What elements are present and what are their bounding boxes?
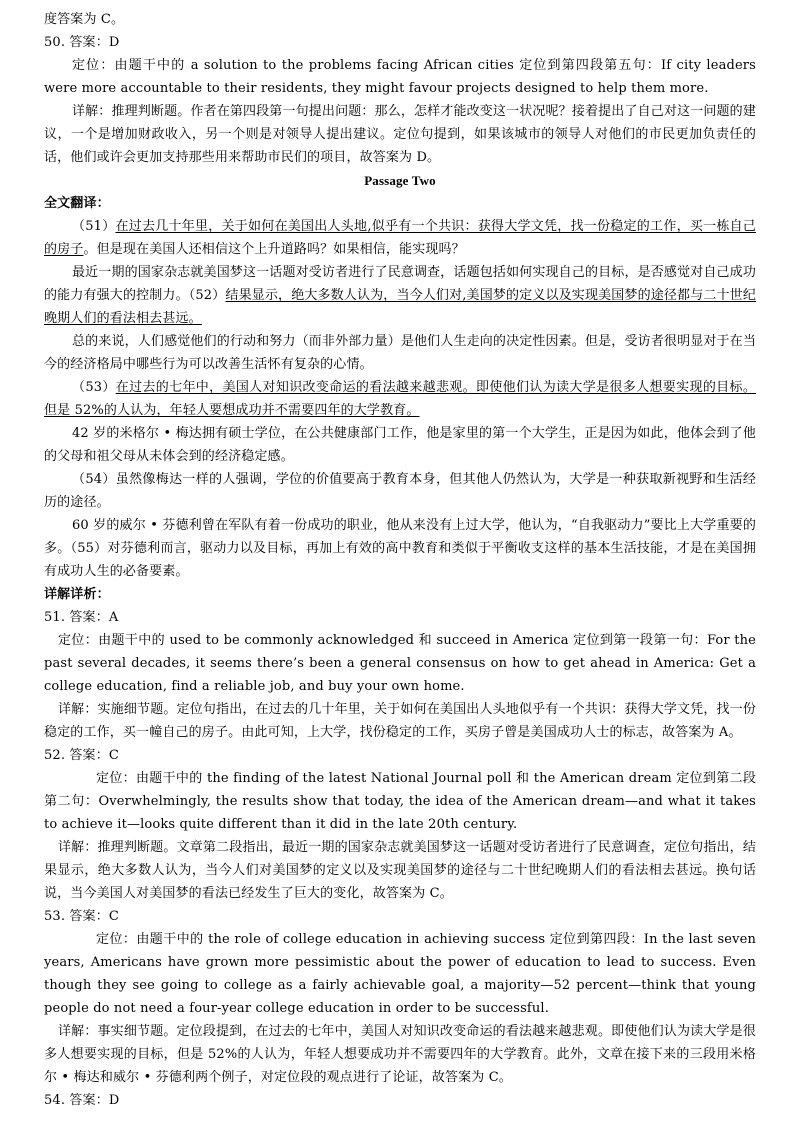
- underlined-sentence-51: 在过去几十年里，关于如何在美国出人头地,似乎有一个共识：获得大学文凭，找一份稳定的工作，买一栋自己的房子: [44, 219, 756, 257]
- locate-paragraph-51: 定位：由题干中的 used to be commonly acknowledged 和 succeed in America 定位到第一段第一句：For the past several decades, it seems there’s been a general consensus on how to get ahead in America: Get a college education, find a reliable job, and buy your own home.: [44, 633, 756, 694]
- explain-paragraph-50: 详解：推理判断题。作者在第四段第一句提出问题：那么，怎样才能改变这一状况呢？接着提出了自己对这一问题的建议，一个是增加财政收入，另一个则是对领导人提出建议。定位句提到，如果该城市的领导人对他们的市民更加负责任的话，他们或许会更加支持那些用来帮助市民们的项目，故答案为 D。: [44, 104, 756, 165]
- answer-heading-54: 54. 答案：D: [44, 1093, 120, 1108]
- translation-paragraph-6: （54）虽然像梅达一样的人强调，学位的价值要高于教育本身，但其他人仍然认为，大学是一种获取新视野和生活经历的途径。: [44, 472, 756, 510]
- translation-paragraph-3: 总的来说，人们感觉他们的行动和努力（而非外部力量）是他们人生走向的决定性因素。但是，受访者很明显对于在当今的经济格局中哪些行为可以改善生活怀有复杂的心情。: [44, 334, 756, 372]
- explain-paragraph-52: 详解：推理判断题。文章第二段指出，最近一期的国家杂志就美国梦这一话题对受访者进行了民意调查，定位句指出，结果显示，绝大多数人认为，当今人们对美国梦的定义以及实现美国梦的途径与二十世纪晚期人们的看法相去甚远。换句话说，当今美国人对美国梦的看法已经发生了巨大的变化，故答案为 C。: [44, 840, 756, 901]
- document-page: [44, 8, 756, 1112]
- locate-paragraph-53: 定位：由题干中的 the role of college education in achieving success 定位到第四段：In the last seven years, Americans have grown more pessimistic about the power of education to lead to success. Even though they see going to college as a fairly achievable goal, a majority—52 percent—think that young people do not need a four-year college education in order to be successful.: [44, 932, 756, 1016]
- answer-heading-51: 51. 答案：A: [44, 610, 119, 625]
- answer-tail-49: 度答案为 C。: [44, 12, 125, 27]
- translation-paragraph-1: [44, 215, 756, 261]
- underlined-sentence-52: 结果显示，绝大多数人认为，当今人们对,美国梦的定义以及实现美国梦的途径都与二十世纪晚期人们的看法相去甚远。: [44, 288, 756, 326]
- translation-paragraph-2: [44, 261, 756, 330]
- answer-heading-50: 50. 答案：D: [44, 35, 120, 50]
- translation-text: 最近一期的国家杂志就美国梦这一话题对受访者进行了民意调查，话题包括如何实现自己的目标，是否感觉对自己成功的能力有强大的控制力。（52）: [44, 265, 756, 303]
- passage-two-title: Passage Two: [364, 173, 436, 188]
- translation-text: 。但是现在美国人还相信这个上升道路吗？如果相信，能实现吗？: [83, 242, 465, 257]
- question-marker-53: （53）: [72, 380, 116, 395]
- translation-paragraph-7: 60 岁的威尔 • 芬德利曾在军队有着一份成功的职业，他从来没有上过大学，他认为，“自我驱动力”要比上大学重要的多。（55）对芬德利而言，驱动力以及目标，再加上有效的高中教育和类似于平衡收支这样的基本生活技能，才是在美国拥有成功人生的必备要素。: [44, 518, 756, 579]
- translation-paragraph-5: 42 岁的米格尔 • 梅达拥有硕士学位，在公共健康部门工作，他是家里的第一个大学生，正是因为如此，他体会到了他的父母和祖父母从未体会到的经济稳定感。: [44, 426, 756, 464]
- analysis-heading: 详解详析：: [44, 587, 110, 602]
- question-marker-51: （51）: [72, 219, 116, 234]
- explain-paragraph-51: 详解：实施细节题。定位句指出，在过去的几十年里，关于如何在美国出人头地似乎有一个共识：获得大学文凭，找一份稳定的工作，买一幢自己的房子。由此可知，上大学，找份稳定的工作，买房子曾是美国成功人士的标志，故答案为 A。: [44, 702, 756, 740]
- translation-paragraph-4: [44, 376, 756, 422]
- explain-paragraph-53: 详解：事实细节题。定位段提到，在过去的七年中，美国人对知识改变命运的看法越来越悲观。即使他们认为读大学是很多人想要实现的目标，但是 52%的人认为，年轻人想要成功并不需要四年的大学教育。此外，文章在接下来的三段用米格尔 • 梅达和威尔 • 芬德利两个例子，对定位段的观点进行了论证，故答案为 C。: [44, 1024, 756, 1085]
- answer-heading-52: 52. 答案：C: [44, 748, 119, 763]
- answer-heading-53: 53. 答案：C: [44, 909, 119, 924]
- underlined-sentence-53: 在过去的七年中，美国人对知识改变命运的看法越来越悲观。即使他们认为读大学是很多人想要实现的目标。但是 52%的人认为，年轻人要想成功并不需要四年的大学教育。: [44, 380, 756, 418]
- translation-heading: 全文翻译：: [44, 196, 110, 211]
- locate-paragraph-52: 定位：由题干中的 the finding of the latest National Journal poll 和 the American dream 定位到第二段第二句：Overwhelmingly, the results show that today, the idea of the American dream—and what it takes to achieve it—looks quite different than it did in the late 20th century.: [44, 771, 756, 832]
- locate-paragraph-50: 定位：由题干中的 a solution to the problems facing African cities 定位到第四段第五句：If city leaders were more accountable to their residents, they might favour projects designed to help them more.: [44, 58, 756, 96]
